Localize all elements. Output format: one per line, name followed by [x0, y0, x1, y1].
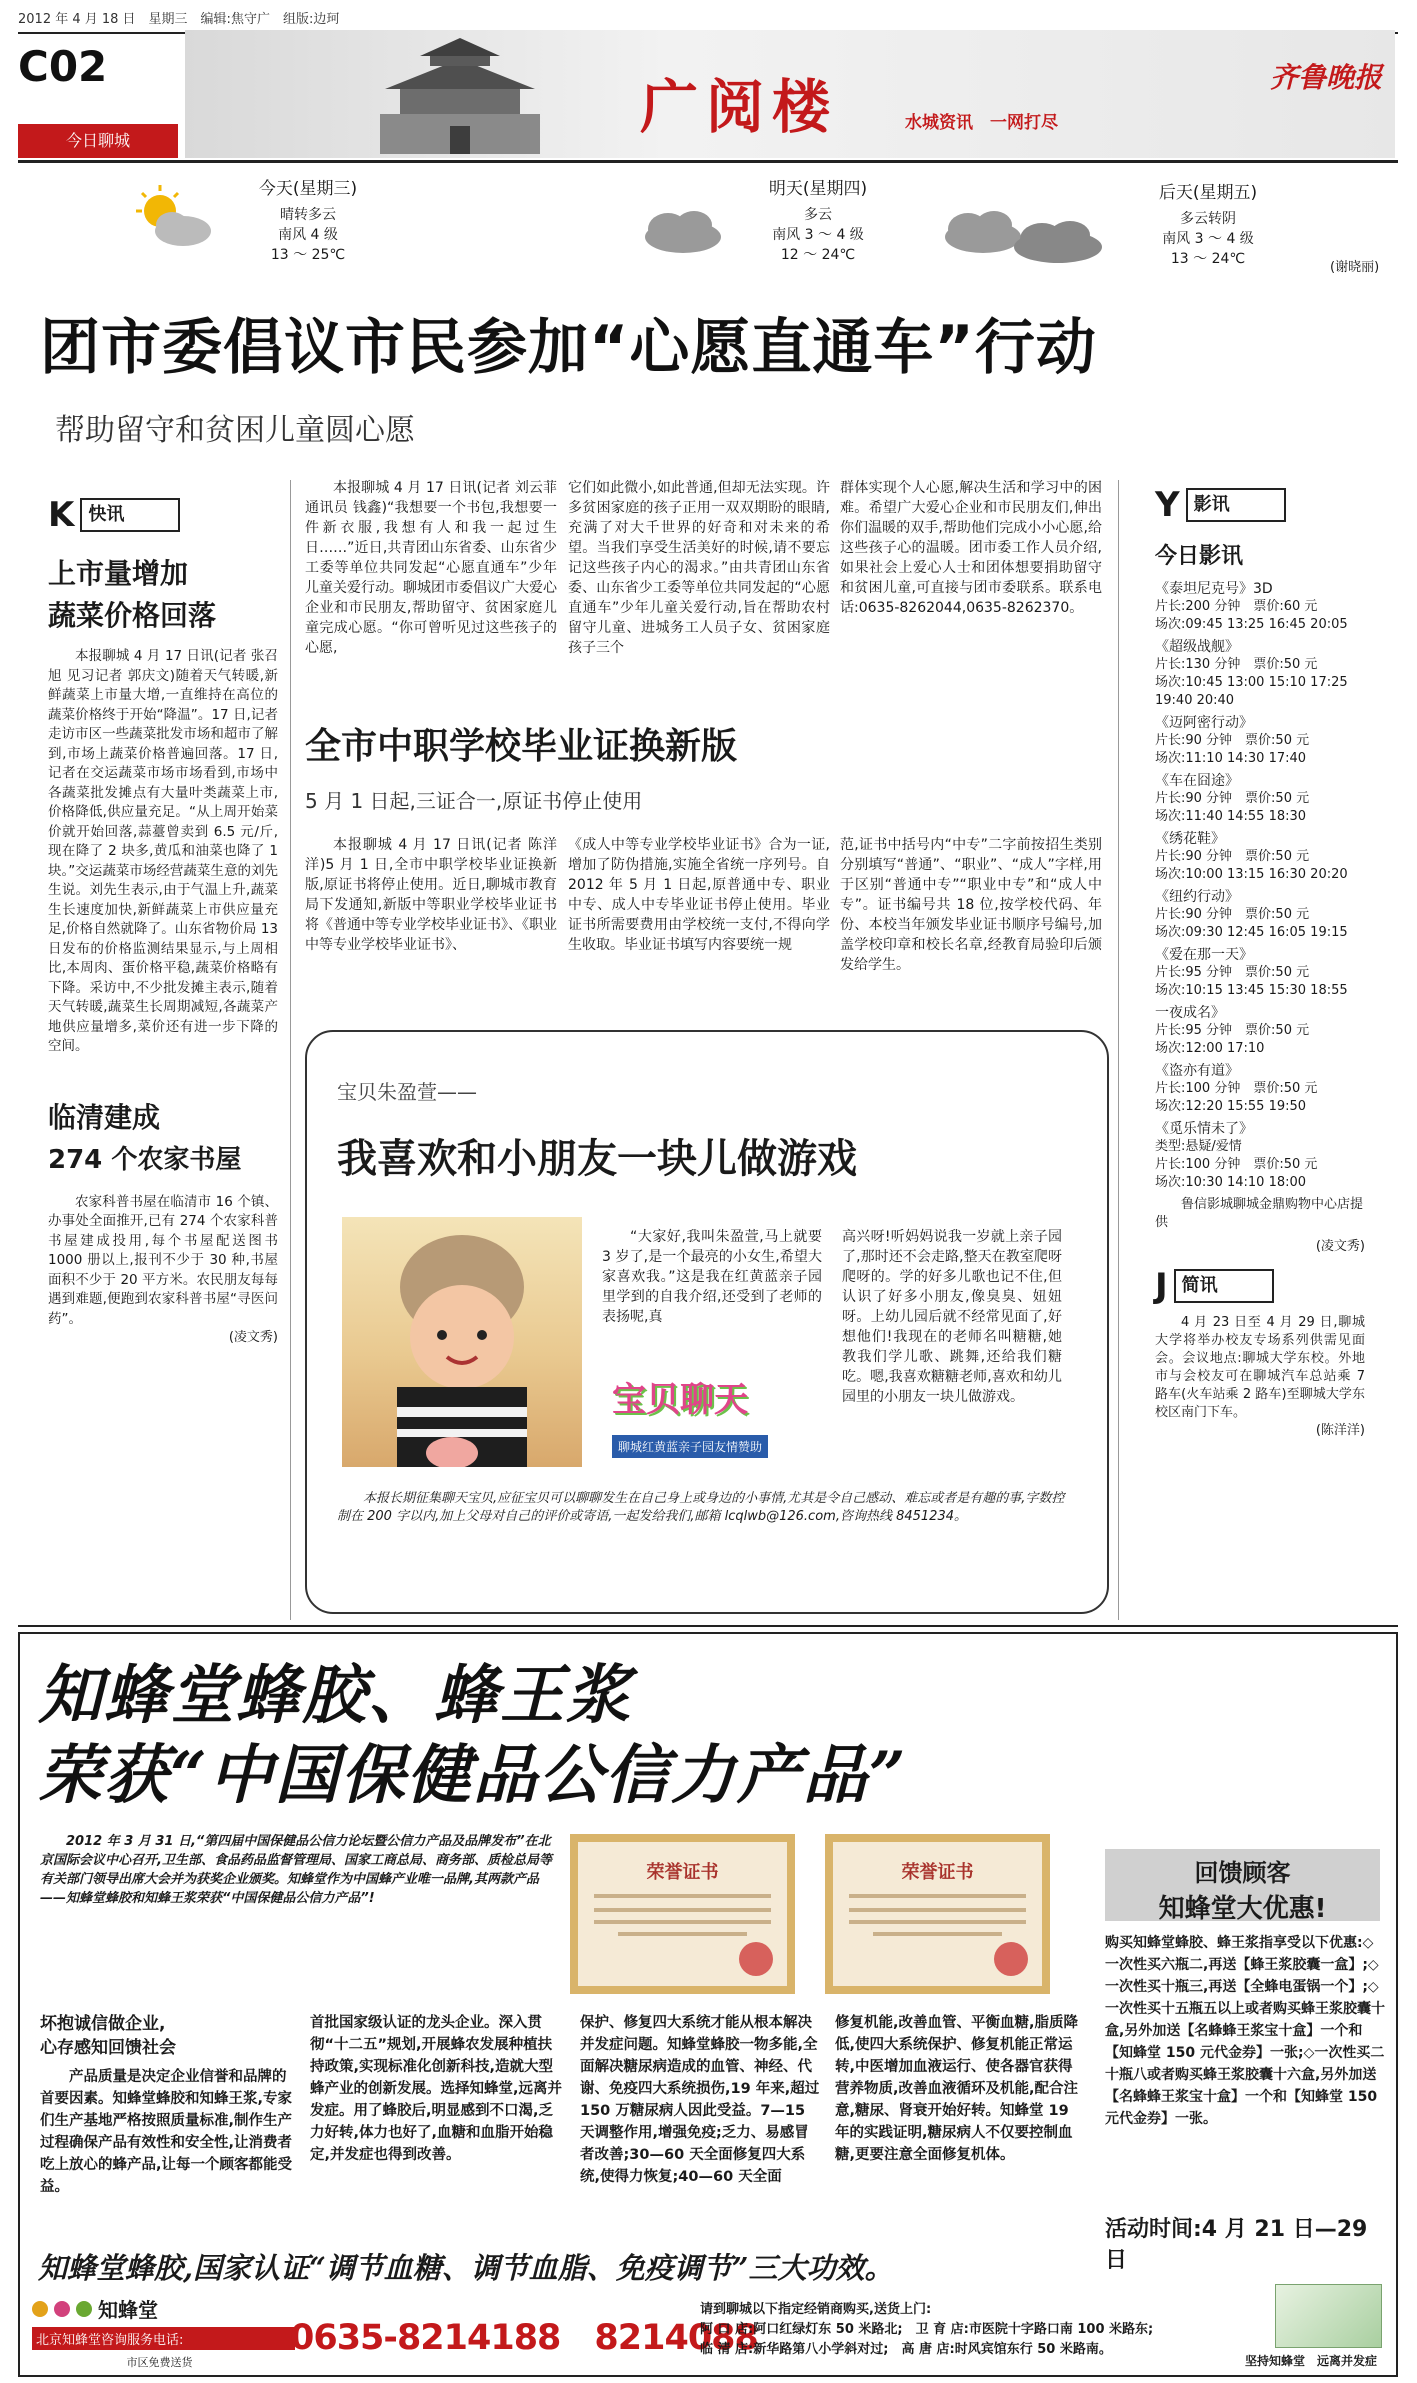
- right-column: [1155, 485, 1365, 1440]
- certificate-image: [825, 1834, 1050, 1994]
- certificate-title: 荣誉证书: [901, 1862, 974, 1883]
- brand-block: [32, 2294, 302, 2372]
- movie-detail: 片长:90 分钟 票价:50 元: [1155, 849, 1310, 864]
- ad-subtitle-line: 坏抱诚信做企业,: [40, 2014, 166, 2034]
- school-subhead: 5 月 1 日起,三证合一,原证书停止使用: [305, 789, 643, 813]
- movie-detail: 场次:10:00 13:15 16:30 20:20: [1155, 867, 1348, 882]
- movie-list: [1155, 580, 1365, 1192]
- movie-item: [1155, 1120, 1365, 1192]
- promo-title: 知蜂堂大优惠!: [1158, 1894, 1327, 1924]
- story-title: 临清建成: [48, 1100, 161, 1134]
- movie-item: [1155, 714, 1365, 768]
- flower-icon: [76, 2301, 92, 2317]
- weather-day: 后天(星期五): [1158, 183, 1258, 203]
- child-illustration: [342, 1217, 582, 1467]
- dealer-line: 临 清 店:新华路第八小学斜对过; 高 唐 店:时风宾馆东行 50 米路南。: [700, 2342, 1112, 2357]
- school-col2: 《成人中等专业学校毕业证书》合为一证,增加了防伪措施,实施全省统一序列号。自 2012 年 5 月 1 日起,原普通中专、职业中专、成人中专毕业证书停止使用。毕业证书所需要费用由学校统一支付,不得向学生收取。毕业证书填写内容要统一规: [568, 837, 830, 953]
- movie-title: 《纽约行动》: [1155, 889, 1239, 905]
- honey-ad: [18, 1632, 1398, 2377]
- story-body: 本报聊城 4 月 17 日讯(记者 张召旭 见习记者 郭庆文)随着天气转暖,新鲜蔬菜上市量大增,一直维持在高位的蔬菜价格终于开始“降温”。17 日,记者走访市区一些蔬菜批发市场和超市了解到,市场上蔬菜价格普遍回落。17 日,记者在交运蔬菜市场市场看到,市场中各蔬菜批发摊点有大量叶类蔬菜上市,价格降低,供应量充足。“从上周开始菜价就开始回落,蒜薹曾卖到 6.5 元/斤,现在降了 2 块多,黄瓜和油菜也降了 1 块。”交运蔬菜市场经营蔬菜生意的刘先生说。刘先生表示,由于气温上升,蔬菜生长速度加快,新鲜蔬菜上市供应量充足,价格自然就降了。山东省物价局 13 日发布的价格监测结果显示,与上周相比,本周肉、蛋价格平稳,蔬菜价格略有下降。采访中,不少批发摊主表示,随着天气转暖,蔬菜生长周期减短,各蔬菜产地供应量增多,菜价还有进一步下降的空间。: [48, 648, 278, 1054]
- baby-chat-box: [305, 1030, 1109, 1614]
- movie-title: 《泰坦尼克号》3D: [1155, 581, 1273, 597]
- baby-notice: 本报长期征集聊天宝贝,应征宝贝可以聊聊发生在自己身上或身边的小事情,尤其是令自己感动、难忘或者是有趣的事,字数控制在 200 字以内,加上父母对自己的评价或寄语,一起发给我们,邮箱 lcqlwb@126.com,咨询热线 8451234。: [337, 1491, 1065, 1524]
- brief-text: 4 月 23 日至 4 月 29 日,聊城大学将举办校友专场系列供需见面会。会议地点:聊城大学东校。外地市与会校友可在聊城汽车总站乘 7 路车(火车站乘 2 路车)至聊城大学东校区南门下车。: [1155, 1315, 1365, 1420]
- movie-detail: 片长:95 分钟 票价:50 元: [1155, 1023, 1310, 1038]
- main-headline: 团市委倡议市民参加“心愿直通车”行动: [40, 313, 1097, 383]
- weather-credit: (谢晓丽): [1330, 260, 1380, 275]
- product-box-image: [1275, 2284, 1382, 2348]
- movie-detail: 片长:200 分钟 票价:60 元: [1155, 599, 1318, 614]
- brief-credit: (陈洋洋): [1315, 1423, 1365, 1438]
- baby-col2: 高兴呀!听妈妈说我一岁就上亲子园了,那时还不会走路,整天在教室爬呀爬呀的。学的好多儿歌也记不住,但认识了好多小朋友,像臭臭、妞妞呀。上幼儿园后就不经常见面了,好想他们!我现在的老师名叫糖糖,她教我们学儿歌、跳舞,还给我们糖吃。嗯,我喜欢糖糖老师,喜欢和幼儿园里的小朋友一块儿做游戏。: [842, 1229, 1062, 1405]
- section-letter-j: J: [1155, 1266, 1168, 1306]
- movie-title: 《绣花鞋》: [1155, 831, 1225, 847]
- movie-item: [1155, 1004, 1365, 1058]
- movie-item: [1155, 580, 1365, 634]
- movie-detail: 场次:09:45 13:25 16:45 20:05: [1155, 617, 1348, 632]
- movie-title: 《觅乐情未了》: [1155, 1121, 1253, 1137]
- section-label: 影讯: [1186, 488, 1286, 522]
- sponsor-label: 聊城红黄蓝亲子园友情赞助: [612, 1435, 768, 1458]
- main-story-col3: 群体实现个人心愿,解决生活和学习中的困难。希望广大爱心企业和市民朋友们,伸出你们温暖的双手,帮助他们完成小小心愿,给这些孩子心的温暖。团市委工作人员介绍,如果社会上爱心人士和团体想要捐助留守和贫困儿童,可直接与团市委联系。联系电话:0635-8262044,0635-8262370。: [840, 480, 1102, 616]
- movie-detail: 场次:10:15 13:45 15:30 18:55: [1155, 983, 1348, 998]
- promo-title: 回馈顾客: [1194, 1859, 1291, 1887]
- movie-title: 《迈阿密行动》: [1155, 715, 1253, 731]
- movie-detail: 场次:09:30 12:45 16:05 19:15: [1155, 925, 1348, 940]
- promo-box: [1105, 1849, 1380, 1924]
- main-story-col1: 本报聊城 4 月 17 日讯(记者 刘云菲 通讯员 钱鑫)“我想要一个书包,我想要一件新衣服,我想有人和我一起过生日……”近日,共青团山东省委、山东省少工委等单位共同发起“心愿直通车”少年儿童关爱行动。聊城团市委倡议广大爱心企业和市民朋友,帮助留守、贫困家庭儿童完成心愿。“你可曾听见过这些孩子的心愿,: [305, 480, 557, 656]
- weather-strip: [18, 165, 1398, 285]
- ad-slogan: 知蜂堂蜂胶,国家认证“调节血糖、调节血脂、免疫调节”三大功效。: [38, 2251, 894, 2285]
- dealer-line: 阿 口 店:阿口红绿灯东 50 米路北; 卫 育 店:市医院十字路口南 100 米路东;: [700, 2322, 1154, 2337]
- footer-right: 坚持知蜂堂 远离并发症: [1245, 2354, 1378, 2368]
- weather-wind: 南风 4 级: [278, 227, 338, 243]
- cloud-icon: [628, 205, 728, 255]
- weather-tomorrow: [718, 179, 918, 265]
- banner-title: 广阅楼: [640, 73, 839, 141]
- movie-item: [1155, 638, 1365, 710]
- certificate-image: [570, 1834, 795, 1994]
- story-title: 274 个农家书屋: [48, 1144, 242, 1175]
- ad-subtitle-line: 心存感知回馈社会: [40, 2038, 176, 2058]
- movie-title: 《爱在那一天》: [1155, 947, 1253, 963]
- weather-cond: 多云: [804, 207, 832, 223]
- weather-today: [208, 179, 408, 265]
- ad-title-line2: 荣获“中国保健品公信力产品”: [38, 1738, 908, 1813]
- ad-col1: 产品质量是决定企业信誉和品牌的首要因素。知蜂堂蜂胶和知蜂王浆,专家们生产基地严格按照质量标准,制作生产过程确保产品有效性和安全性,让消费者吃上放心的蜂产品,让每一个顾客都能受益。: [40, 2069, 293, 2195]
- dealer-intro: 请到聊城以下指定经销商购买,送货上门:: [700, 2302, 932, 2317]
- movie-detail: 场次:10:30 14:10 18:00: [1155, 1175, 1307, 1190]
- section-label: 快讯: [80, 498, 180, 532]
- story-credit: (凌文秀): [228, 1330, 278, 1345]
- weather-day-after: [1108, 183, 1308, 269]
- weather-temp: 13 ～ 24℃: [1170, 251, 1246, 267]
- school-col1: 本报聊城 4 月 17 日讯(记者 陈洋洋)5 月 1 日,全市中职学校毕业证换新版,原证书将停止使用。近日,聊城市教育局下发通知,新版中等职业学校毕业证书将《普通中等专业学校毕业证书》、《职业中等专业学校毕业证书》、: [305, 837, 557, 953]
- movie-detail: 片长:90 分钟 票价:50 元: [1155, 791, 1310, 806]
- weather-wind: 南风 3 ～ 4 级: [1162, 231, 1254, 247]
- baby-kicker: 宝贝朱盈萱——: [337, 1080, 477, 1104]
- ad-col4: 修复机能,改善血管、平衡血糖,脂质降低,使四大系统保护、修复机能正常运转,中医增加血液运行、使各器官获得营养物质,改善血液循环及机能,配合注意,糖尿、肾衰开始好转。知蜂堂 19 年的实践证明,糖尿病人不仅要控制血糖,更要注意全面修复机体。: [835, 2015, 1079, 2163]
- section-label: 简讯: [1174, 1269, 1274, 1303]
- movie-detail: 场次:10:45 13:00 15:10 17:25 19:40 20:40: [1155, 675, 1348, 708]
- weather-day: 明天(星期四): [768, 179, 868, 199]
- dateline: 2012 年 4 月 18 日 星期三 编辑:焦守广 组版:边珂: [18, 12, 340, 27]
- movie-title: 《超级战舰》: [1155, 639, 1239, 655]
- flower-icon: [32, 2301, 48, 2317]
- movie-detail: 类型:悬疑/爱情: [1155, 1139, 1242, 1154]
- hotline-number: 0635-8214188 8214088: [290, 2318, 758, 2358]
- movie-detail: 片长:130 分钟 票价:50 元: [1155, 657, 1318, 672]
- movie-item: [1155, 772, 1365, 826]
- hotline-label: 北京知蜂堂咨询服务电话:: [32, 2327, 295, 2350]
- weather-temp: 13 ～ 25℃: [270, 247, 346, 263]
- section-letter-k: K: [48, 495, 75, 535]
- main-story-col2: 它们如此微小,如此普通,但却无法实现。许多贫困家庭的孩子正用一双双期盼的眼睛,充满了对大千世界的好奇和对未来的希望。当我们享受生活美好的时候,请不要忘记这些孩子内心的渴求。”由共青团山东省委、山东省少工委等单位共同发起的“心愿直通车”少年儿童关爱行动,旨在帮助农村留守儿童、进城务工人员子女、贫困家庭孩子三个: [568, 480, 830, 656]
- cloud-icon: [998, 215, 1108, 265]
- baby-col1: “大家好,我叫朱盈萱,马上就要 3 岁了,是一个最亮的小女生,希望大家喜欢我。”这是我在红黄蓝亲子园里学到的自我介绍,还受到了老师的表扬呢,真: [602, 1229, 822, 1325]
- movie-item: [1155, 830, 1365, 884]
- movie-item: [1155, 946, 1365, 1000]
- movie-item: [1155, 888, 1365, 942]
- certificate-title: 荣誉证书: [646, 1862, 719, 1883]
- banner-subtitle: 水城资讯 一网打尽: [905, 113, 1058, 133]
- movie-title: 《盗亦有道》: [1155, 1063, 1239, 1079]
- story-title: 蔬菜价格回落: [48, 599, 217, 632]
- section-tab: 今日聊城: [18, 124, 178, 158]
- movie-detail: 片长:90 分钟 票价:50 元: [1155, 907, 1310, 922]
- ad-intro: 2012 年 3 月 31 日,“第四届中国保健品公信力论坛暨公信力产品及品牌发布”在北京国际会议中心召开,卫生部、食品药品监督管理局、国家工商总局、商务部、质检总局等有关部门领导出席大会并为获奖企业颁奖。知蜂堂作为中国蜂产业唯一品牌,其两款产品——知蜂堂蜂胶和知蜂王浆荣获“中国保健品公信力产品”!: [40, 1834, 552, 1906]
- movie-provider: 鲁信影城聊城金鼎购物中心店提供: [1155, 1197, 1364, 1230]
- movie-detail: 片长:100 分钟 票价:50 元: [1155, 1081, 1318, 1096]
- promo-date: 活动时间:4 月 21 日—29 日: [1105, 2217, 1368, 2273]
- movie-detail: 片长:100 分钟 票价:50 元: [1155, 1157, 1318, 1172]
- movie-detail: 片长:90 分钟 票价:50 元: [1155, 733, 1310, 748]
- left-column: [48, 495, 278, 1347]
- ad-title-line1: 知蜂堂蜂胶、蜂王浆: [38, 1658, 632, 1733]
- ad-subtitle: [40, 2012, 176, 2060]
- weather-day: 今天(星期三): [258, 179, 358, 199]
- page-code: C02: [18, 42, 108, 91]
- baby-headline: 我喜欢和小朋友一块儿做游戏: [337, 1136, 857, 1182]
- brand-logo: 知蜂堂: [98, 2298, 158, 2322]
- drum-tower-illustration: [360, 34, 560, 154]
- movie-list-title: 今日影讯: [1155, 544, 1244, 569]
- main-subhead: 帮助留守和贫困儿童圆心愿: [55, 413, 415, 448]
- baby-logo-text: 宝贝聊天: [612, 1380, 748, 1420]
- brand-logo-row: [32, 2294, 302, 2323]
- movie-item: [1155, 1062, 1365, 1116]
- sun-cloud-icon: [128, 183, 218, 253]
- movie-detail: 场次:12:00 17:10: [1155, 1041, 1265, 1056]
- weather-temp: 12 ～ 24℃: [780, 247, 856, 263]
- movie-detail: 场次:11:10 14:30 17:40: [1155, 751, 1307, 766]
- weather-wind: 南风 3 ～ 4 级: [772, 227, 864, 243]
- baby-photo: [342, 1217, 582, 1467]
- movie-detail: 场次:11:40 14:55 18:30: [1155, 809, 1307, 824]
- flower-icon: [54, 2301, 70, 2317]
- baby-chat-logo: [612, 1372, 812, 1472]
- movie-detail: 场次:12:20 15:55 19:50: [1155, 1099, 1307, 1114]
- weather-cond: 多云转阴: [1180, 211, 1236, 227]
- ad-col3: 保护、修复四大系统才能从根本解决并发症问题。知蜂堂蜂胶一物多能,全面解决糖尿病造成的血管、神经、代谢、免疫四大系统损伤,19 年来,超过 150 万糖尿病人因此受益。7—15 天调整作用,增强免疫;乏力、易感冒者改善;30—60 天全面修复四大系统,使得力恢复;40—60 天全面: [580, 2015, 820, 2185]
- newspaper-brand: 齐鲁晚报: [1270, 61, 1383, 94]
- ad-col2: 首批国家级认证的龙头企业。深入贯彻“十二五”规划,开展蜂农发展种植扶持政策,实现标准化创新科技,造就大型蜂产业的创新发展。选择知蜂堂,远离并发症。用了蜂胶后,明显感到不口渴,乏力好转,体力也好了,血糖和血脂开始稳定,并发症也得到改善。: [310, 2015, 563, 2163]
- story-body: 农家科普书屋在临清市 16 个镇、办事处全面推开,已有 274 个农家科普书屋建成投用,每个书屋配送图书 1000 册以上,报刊不少于 30 种,书屋面积不少于 20 平方米。农民朋友每每遇到难题,便跑到农家科普书屋“寻医问药”。: [48, 1193, 278, 1327]
- footer-left: 市区免费送货: [126, 2356, 193, 2369]
- weather-cond: 晴转多云: [280, 207, 336, 223]
- school-headline: 全市中职学校毕业证换新版: [305, 726, 738, 767]
- promo-text: 购买知蜂堂蜂胶、蜂王浆指享受以下优惠:◇一次性买六瓶二,再送【蜂王浆胶囊一盒】;◇一次性买十瓶三,再送【全蜂电蛋锅一个】;◇一次性买十五瓶五以上或者购买蜂王浆胶囊十盒,另外加送【名蜂蜂王浆宝十盒】一个和【知蜂堂 150 元代金券】一张;◇一次性买二十瓶八或者购买蜂王浆胶囊十六盒,另外加送【名蜂蜂王浆宝十盒】一个和【知蜂堂 150 元代金券】一张。: [1105, 1935, 1385, 2127]
- school-col3: 范,证书中括号内“中专”二字前按招生类别分别填写“普通”、“职业”、“成人”字样,用于区别“普通中专”“职业中专”和“成人中专”。证书编号共 18 位,按学校代码、年份、本校当年颁发毕业证书顺序号编号,加盖学校印章和校长名章,经教育局验印后颁发给学生。: [840, 837, 1102, 973]
- story-title: 上市量增加: [48, 557, 189, 590]
- movie-title: 一夜成名》: [1155, 1005, 1225, 1021]
- movie-credit: (凌文秀): [1315, 1239, 1365, 1254]
- section-letter-y: Y: [1155, 485, 1180, 525]
- movie-detail: 片长:95 分钟 票价:50 元: [1155, 965, 1310, 980]
- dealer-block: [700, 2300, 1260, 2360]
- movie-title: 《车在囧途》: [1155, 773, 1239, 789]
